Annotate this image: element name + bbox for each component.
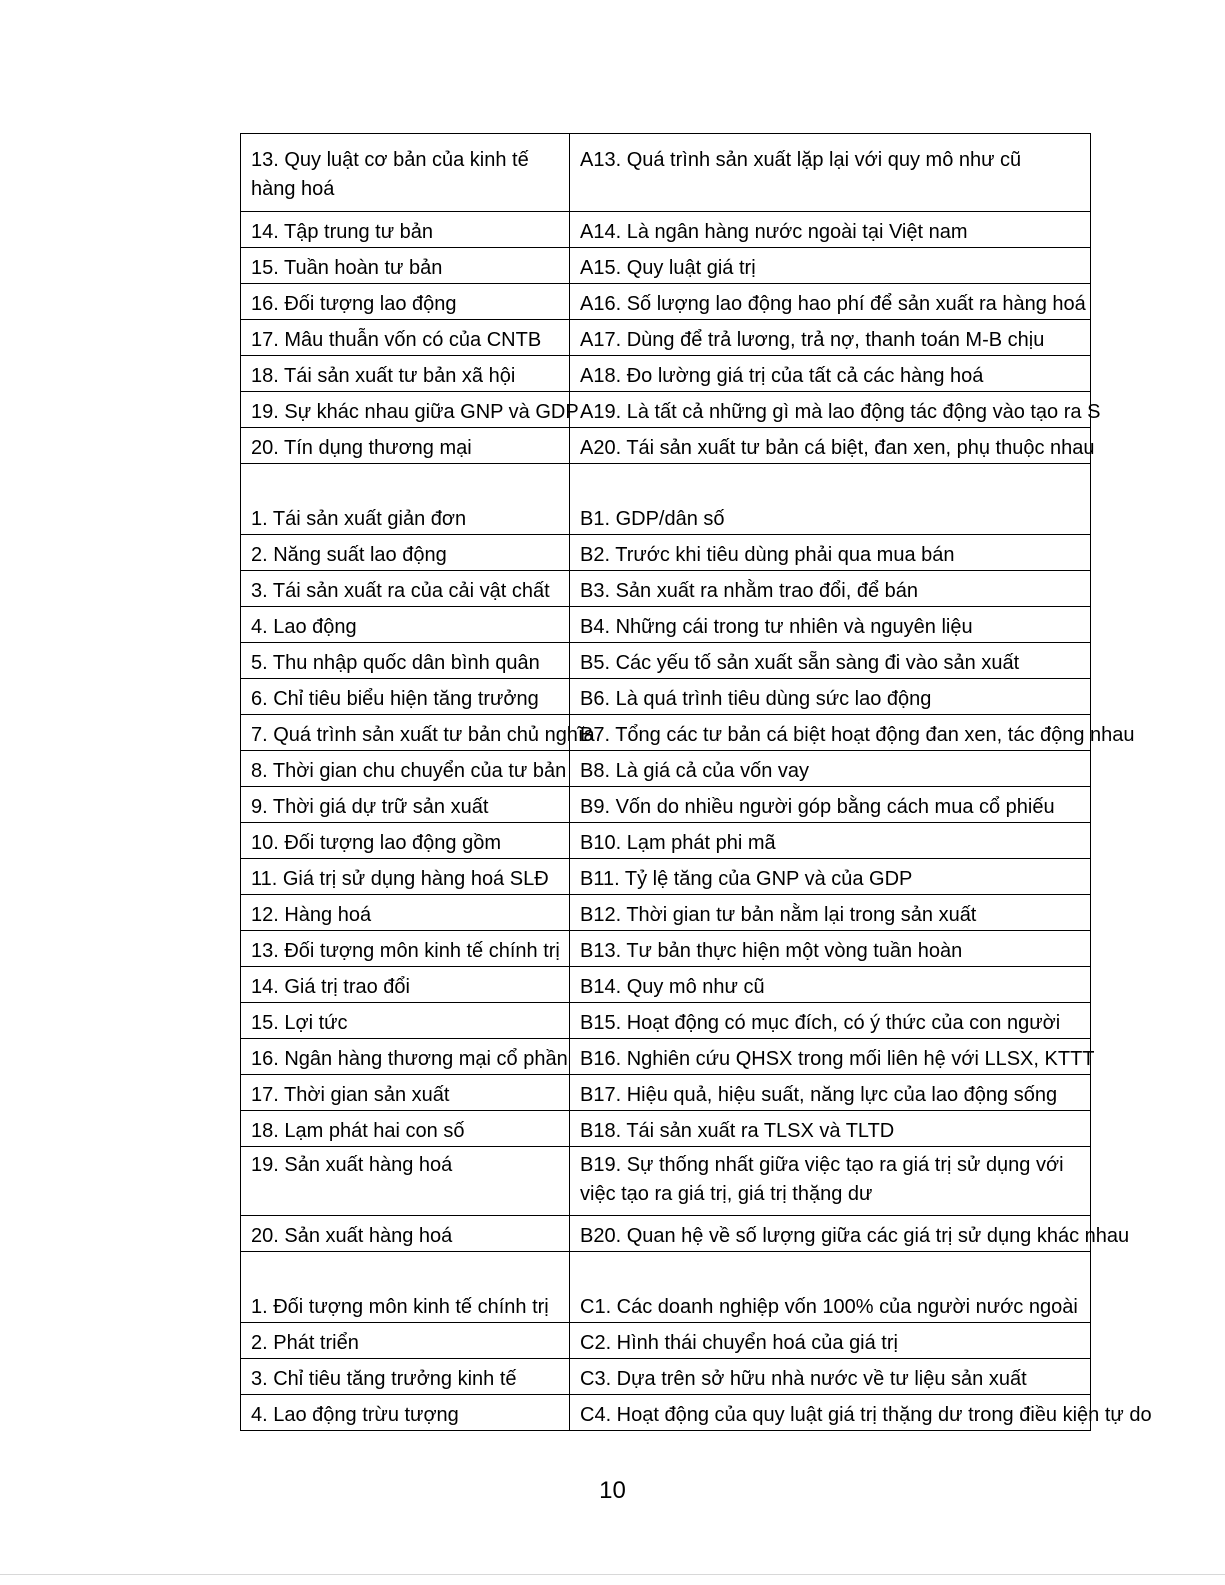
question-cell: 12. Hàng hoá: [241, 895, 570, 931]
table-row: [241, 212, 1091, 248]
answer-cell: B3. Sản xuất ra nhằm trao đổi, để bán: [570, 571, 1091, 607]
table-row: [241, 1075, 1091, 1111]
question-cell: 4. Lao động: [241, 607, 570, 643]
table-row: [241, 1003, 1091, 1039]
question-cell: 18. Tái sản xuất tư bản xã hội: [241, 356, 570, 392]
answer-cell: A15. Quy luật giá trị: [570, 248, 1091, 284]
table-row: [241, 535, 1091, 571]
question-cell: 15. Lợi tức: [241, 1003, 570, 1039]
question-cell: 17. Mâu thuẫn vốn có của CNTB: [241, 320, 570, 356]
question-cell: 10. Đối tượng lao động gồm: [241, 823, 570, 859]
answer-cell: B6. Là quá trình tiêu dùng sức lao động: [570, 679, 1091, 715]
question-cell: 1. Tái sản xuất giản đơn: [241, 464, 570, 535]
question-cell: 17. Thời gian sản xuất: [241, 1075, 570, 1111]
question-cell: 15. Tuần hoàn tư bản: [241, 248, 570, 284]
table-row: [241, 392, 1091, 428]
question-cell: 7. Quá trình sản xuất tư bản chủ nghĩa: [241, 715, 570, 751]
table-row: [241, 571, 1091, 607]
answer-cell: B8. Là giá cả của vốn vay: [570, 751, 1091, 787]
table-row: [241, 1252, 1091, 1323]
question-cell: 20. Tín dụng thương mại: [241, 428, 570, 464]
table-row: [241, 1039, 1091, 1075]
question-cell: 8. Thời gian chu chuyển của tư bản: [241, 751, 570, 787]
question-cell: 4. Lao động trừu tượng: [241, 1395, 570, 1431]
table-row: [241, 967, 1091, 1003]
table-row: [241, 134, 1091, 212]
answer-cell: A13. Quá trình sản xuất lặp lại với quy mô như cũ: [570, 134, 1091, 212]
table-row: [241, 1147, 1091, 1216]
answer-cell: B1. GDP/dân số: [570, 464, 1091, 535]
answer-cell: B11. Tỷ lệ tăng của GNP và của GDP: [570, 859, 1091, 895]
table-row: [241, 248, 1091, 284]
answer-cell: B14. Quy mô như cũ: [570, 967, 1091, 1003]
answer-cell: B19. Sự thống nhất giữa việc tạo ra giá trị sử dụng với việc tạo ra giá trị, giá trị thặng dư: [570, 1147, 1091, 1216]
table-row: [241, 320, 1091, 356]
table-row: [241, 715, 1091, 751]
answer-cell: A20. Tái sản xuất tư bản cá biệt, đan xen, phụ thuộc nhau: [570, 428, 1091, 464]
question-cell: 19. Sự khác nhau giữa GNP và GDP: [241, 392, 570, 428]
answer-cell: B2. Trước khi tiêu dùng phải qua mua bán: [570, 535, 1091, 571]
table-row: [241, 931, 1091, 967]
question-cell: 2. Phát triển: [241, 1323, 570, 1359]
table-row: [241, 643, 1091, 679]
answer-cell: B13. Tư bản thực hiện một vòng tuần hoàn: [570, 931, 1091, 967]
question-cell: 19. Sản xuất hàng hoá: [241, 1147, 570, 1216]
table-row: [241, 895, 1091, 931]
table-row: [241, 679, 1091, 715]
question-cell: 14. Tập trung tư bản: [241, 212, 570, 248]
page-bottom-edge: [0, 1574, 1225, 1585]
answer-cell: B17. Hiệu quả, hiệu suất, năng lực của lao động sống: [570, 1075, 1091, 1111]
table-row: [241, 823, 1091, 859]
question-cell: 6. Chỉ tiêu biểu hiện tăng trưởng: [241, 679, 570, 715]
table-row: [241, 751, 1091, 787]
question-cell: 1. Đối tượng môn kinh tế chính trị: [241, 1252, 570, 1323]
question-cell: 13. Đối tượng môn kinh tế chính trị: [241, 931, 570, 967]
matching-table: [240, 133, 1152, 1431]
table-row: [241, 356, 1091, 392]
answer-cell: A18. Đo lường giá trị của tất cả các hàng hoá: [570, 356, 1091, 392]
answer-cell: A17. Dùng để trả lương, trả nợ, thanh toán M-B chịu: [570, 320, 1091, 356]
answer-cell: C2. Hình thái chuyển hoá của giá trị: [570, 1323, 1091, 1359]
table-row: [241, 464, 1091, 535]
answer-cell: C3. Dựa trên sở hữu nhà nước về tư liệu sản xuất: [570, 1359, 1091, 1395]
answer-cell: B10. Lạm phát phi mã: [570, 823, 1091, 859]
table-row: [241, 1359, 1091, 1395]
answer-cell: B7. Tổng các tư bản cá biệt hoạt động đan xen, tác động nhau: [570, 715, 1091, 751]
page-number: 10: [599, 1477, 626, 1504]
question-cell: 16. Đối tượng lao động: [241, 284, 570, 320]
answer-cell: B4. Những cái trong tư nhiên và nguyên liệu: [570, 607, 1091, 643]
question-cell: 5. Thu nhập quốc dân bình quân: [241, 643, 570, 679]
answer-cell: C4. Hoạt động của quy luật giá trị thặng dư trong điều kiện tự do: [570, 1395, 1091, 1431]
table-row: [241, 284, 1091, 320]
table-row: [241, 787, 1091, 823]
question-cell: 20. Sản xuất hàng hoá: [241, 1216, 570, 1252]
table-row: [241, 1395, 1091, 1431]
question-cell: 13. Quy luật cơ bản của kinh tế hàng hoá: [241, 134, 570, 212]
table-row: [241, 1111, 1091, 1147]
answer-cell: A14. Là ngân hàng nước ngoài tại Việt nam: [570, 212, 1091, 248]
question-cell: 2. Năng suất lao động: [241, 535, 570, 571]
answer-cell: C1. Các doanh nghiệp vốn 100% của người nước ngoài: [570, 1252, 1091, 1323]
answer-cell: B9. Vốn do nhiều người góp bằng cách mua cổ phiếu: [570, 787, 1091, 823]
question-cell: 18. Lạm phát hai con số: [241, 1111, 570, 1147]
table-row: [241, 1216, 1091, 1252]
question-cell: 16. Ngân hàng thương mại cổ phần: [241, 1039, 570, 1075]
table-row: [241, 1323, 1091, 1359]
table-row: [241, 859, 1091, 895]
answer-cell: B16. Nghiên cứu QHSX trong mối liên hệ với LLSX, KTTT: [570, 1039, 1091, 1075]
answer-cell: B15. Hoạt động có mục đích, có ý thức của con người: [570, 1003, 1091, 1039]
question-cell: 3. Tái sản xuất ra của cải vật chất: [241, 571, 570, 607]
table-row: [241, 607, 1091, 643]
question-cell: 3. Chỉ tiêu tăng trưởng kinh tế: [241, 1359, 570, 1395]
question-cell: 14. Giá trị trao đổi: [241, 967, 570, 1003]
answer-cell: B5. Các yếu tố sản xuất sẵn sàng đi vào sản xuất: [570, 643, 1091, 679]
question-cell: 9. Thời giá dự trữ sản xuất: [241, 787, 570, 823]
question-cell: 11. Giá trị sử dụng hàng hoá SLĐ: [241, 859, 570, 895]
table-row: [241, 428, 1091, 464]
answer-cell: B12. Thời gian tư bản nằm lại trong sản xuất: [570, 895, 1091, 931]
answer-cell: A19. Là tất cả những gì mà lao động tác động vào tạo ra S: [570, 392, 1091, 428]
answer-cell: B18. Tái sản xuất ra TLSX và TLTD: [570, 1111, 1091, 1147]
answer-cell: B20. Quan hệ về số lượng giữa các giá trị sử dụng khác nhau: [570, 1216, 1091, 1252]
answer-cell: A16. Số lượng lao động hao phí để sản xuất ra hàng hoá: [570, 284, 1091, 320]
